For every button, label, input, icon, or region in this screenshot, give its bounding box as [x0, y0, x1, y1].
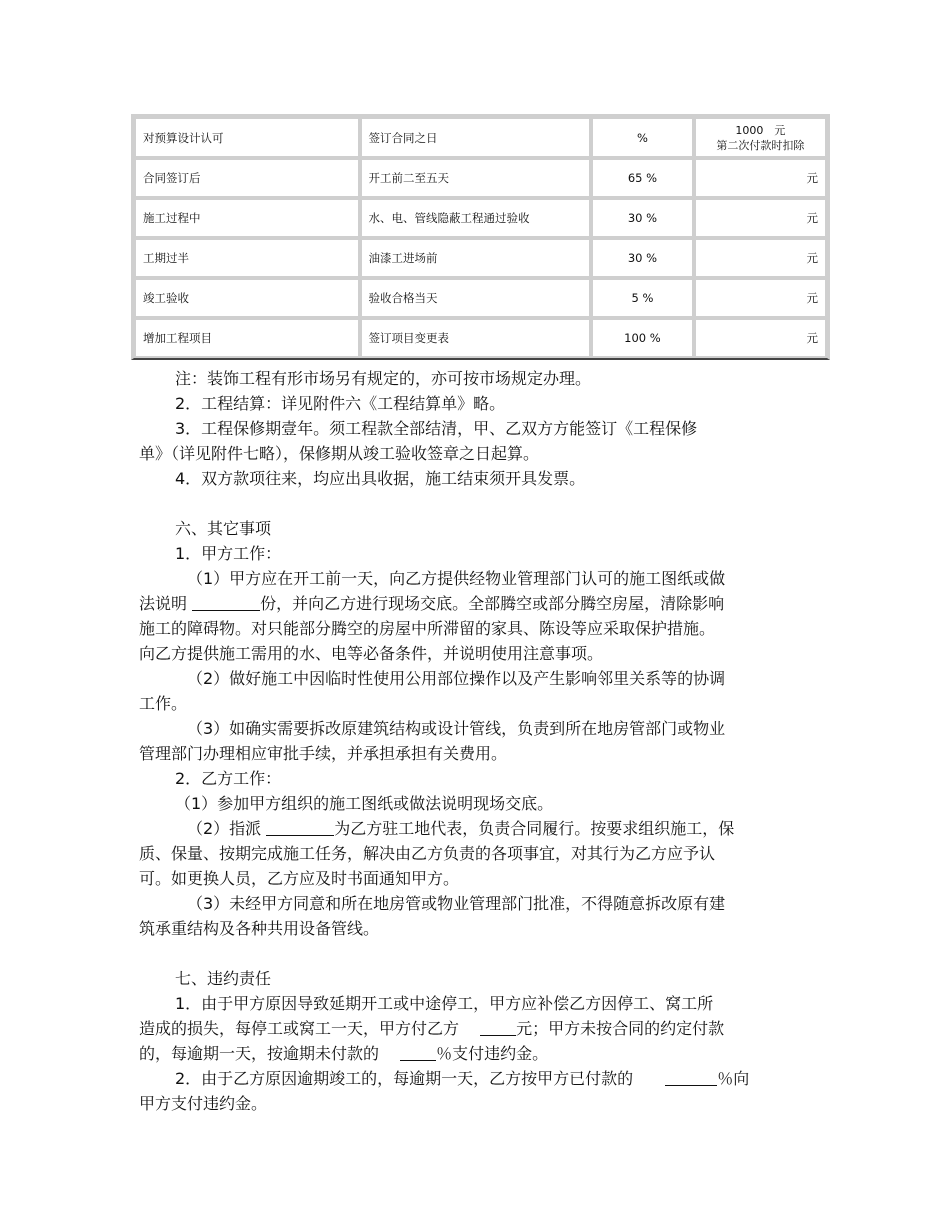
text-span: ％支付违约金。 — [436, 1044, 549, 1063]
percent-cell: 30 % — [591, 238, 694, 278]
timing-cell: 油漆工进场前 — [360, 238, 592, 278]
paragraph-line: （3）如确实需要拆改原建筑结构或设计管线，负责到所在地房管部门或物业 — [187, 719, 726, 738]
clause-warranty-line-2: 单》（详见附件七略），保修期从竣工验收签章之日起算。 — [139, 444, 540, 463]
subsection-party-a-duties: 1．甲方工作： — [175, 544, 282, 563]
paragraph-line: 管理部门办理相应审批手续，并承担承担有关费用。 — [139, 744, 508, 763]
percent-cell: 5 % — [591, 278, 694, 318]
payment-schedule-table — [131, 114, 830, 360]
blank-field — [400, 1043, 436, 1061]
text-span: 2．由于乙方原因逾期竣工的，每逾期一天，乙方按甲方已付款的 — [175, 1069, 666, 1088]
blank-field — [665, 1068, 717, 1086]
table-note: 注：装饰工程有形市场另有规定的，亦可按市场规定办理。 — [175, 369, 592, 388]
amount-cell: 元 — [694, 278, 827, 318]
percent-cell: 30 % — [591, 198, 694, 238]
paragraph-line: 施工的障碍物。对只能部分腾空的房屋中所滞留的家具、陈设等应采取保护措施。 — [139, 619, 716, 638]
amount-cell: 元 — [694, 158, 827, 198]
table-row — [134, 117, 827, 158]
stage-cell: 增加工程项目 — [134, 318, 360, 358]
timing-cell: 水、电、管线隐蔽工程通过验收 — [360, 198, 592, 238]
timing-cell: 签订项目变更表 — [360, 318, 592, 358]
text-span: ％向 — [717, 1069, 750, 1088]
clause-receipts: 4．双方款项往来，均应出具收据，施工结束须开具发票。 — [175, 469, 586, 488]
timing-cell: 签订合同之日 — [360, 117, 592, 158]
paragraph-line: 筑承重结构及各种共用设备管线。 — [139, 919, 380, 938]
paragraph-line: 向乙方提供施工需用的水、电等必备条件，并说明使用注意事项。 — [139, 644, 604, 663]
section-heading-breach-liability: 七、违约责任 — [175, 969, 272, 988]
text-span: 份，并向乙方进行现场交底。全部腾空或部分腾空房屋，清除影响 — [260, 594, 725, 613]
paragraph-line — [139, 1041, 819, 1066]
amount-line-1: 1000 元 — [735, 123, 786, 137]
table-row — [134, 318, 827, 358]
percent-cell: 100 % — [591, 318, 694, 358]
paragraph-line: 工作。 — [139, 694, 188, 713]
paragraph-line: 质、保量、按期完成施工任务，解决由乙方负责的各项事宜，对其行为乙方应予认 — [139, 844, 716, 863]
blank-field — [266, 818, 334, 836]
amount-cell: 元 — [694, 198, 827, 238]
stage-cell: 竣工验收 — [134, 278, 360, 318]
subsection-party-b-duties: 2．乙方工作： — [175, 769, 282, 788]
paragraph-line: 1．由于甲方原因导致延期开工或中途停工，甲方应补偿乙方因停工、窝工所 — [175, 994, 714, 1013]
percent-cell: 65 % — [591, 158, 694, 198]
amount-cell: 元 — [694, 238, 827, 278]
blank-field — [192, 593, 260, 611]
section-heading-other-matters: 六、其它事项 — [175, 519, 272, 538]
text-span: 法说明 — [139, 594, 193, 613]
paragraph-line: （3）未经甲方同意和所在地房管或物业管理部门批准，不得随意拆改原有建 — [187, 894, 726, 913]
table-row — [134, 158, 827, 198]
stage-cell: 施工过程中 — [134, 198, 360, 238]
blank-field — [480, 1018, 516, 1036]
text-span: 为乙方驻工地代表，负责合同履行。按要求组织施工，保 — [334, 819, 735, 838]
paragraph-line — [139, 591, 819, 616]
amount-cell — [694, 117, 827, 158]
paragraph-line: （2）做好施工中因临时性使用公用部位操作以及产生影响邻里关系等的协调 — [187, 669, 726, 688]
text-span: 的，每逾期一天，按逾期未付款的 — [139, 1044, 401, 1063]
paragraph-line: （1）甲方应在开工前一天，向乙方提供经物业管理部门认可的施工图纸或做 — [187, 569, 726, 588]
paragraph-line — [139, 816, 819, 841]
paragraph-line — [139, 1066, 819, 1091]
stage-cell: 工期过半 — [134, 238, 360, 278]
text-span: （2）指派 — [187, 819, 267, 838]
clause-warranty-line-1: 3．工程保修期壹年。须工程款全部结清，甲、乙双方方能签订《工程保修 — [175, 419, 698, 438]
stage-cell: 对预算设计认可 — [134, 117, 360, 158]
table-row — [134, 198, 827, 238]
clause-settlement: 2．工程结算：详见附件六《工程结算单》略。 — [175, 394, 506, 413]
stage-cell: 合同签订后 — [134, 158, 360, 198]
amount-line-2: 第二次付款时扣除 — [716, 138, 805, 152]
table-row — [134, 278, 827, 318]
contract-body — [139, 366, 819, 1116]
timing-cell: 验收合格当天 — [360, 278, 592, 318]
text-span: 元；甲方未按合同的约定付款 — [516, 1019, 725, 1038]
percent-cell: % — [591, 117, 694, 158]
paragraph-line — [139, 1016, 819, 1041]
text-span: 造成的损失，每停工或窝工一天，甲方付乙方 — [139, 1019, 481, 1038]
table-row — [134, 238, 827, 278]
paragraph-line: 可。如更换人员，乙方应及时书面通知甲方。 — [139, 869, 460, 888]
paragraph-line: 甲方支付违约金。 — [139, 1094, 268, 1113]
paragraph-line: （1）参加甲方组织的施工图纸或做法说明现场交底。 — [175, 794, 554, 813]
amount-cell: 元 — [694, 318, 827, 358]
timing-cell: 开工前二至五天 — [360, 158, 592, 198]
